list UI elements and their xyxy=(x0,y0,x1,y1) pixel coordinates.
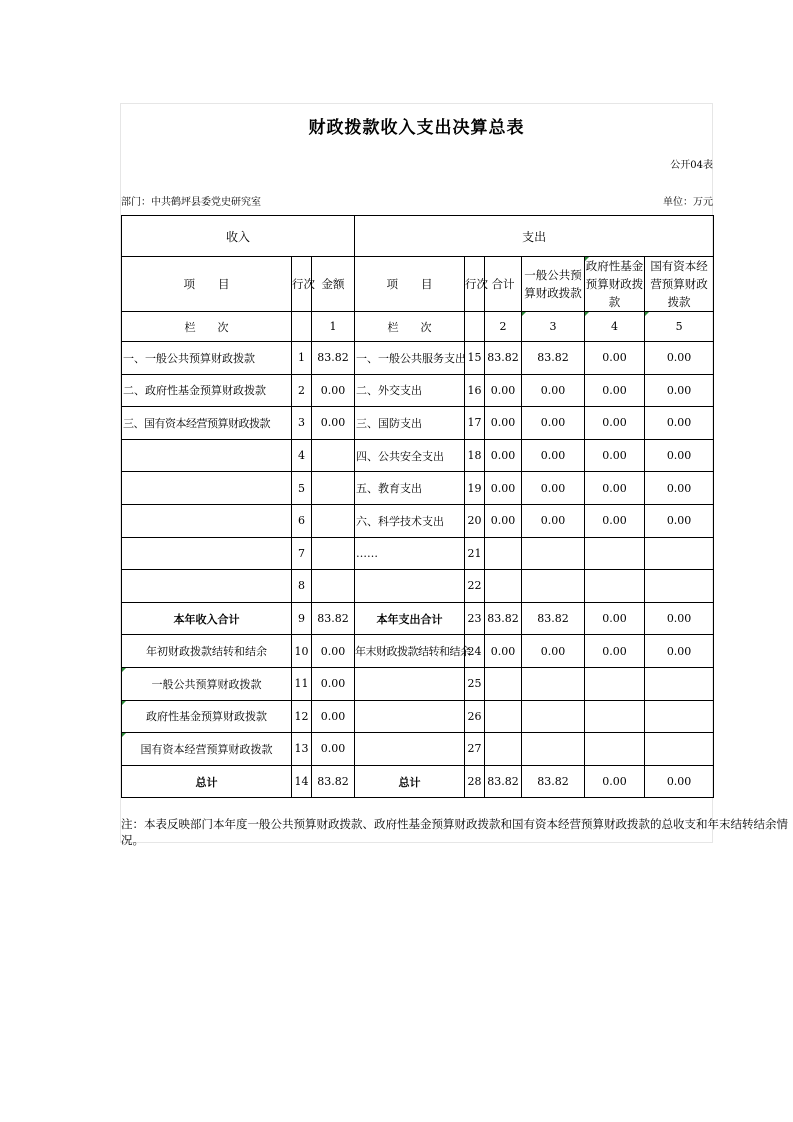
expense-item: 四、公共安全支出 xyxy=(355,439,465,472)
income-amount: 83.82 xyxy=(312,602,355,635)
income-row-no: 13 xyxy=(292,733,312,766)
header-gov-fund: 政府性基金预算财政拨款 xyxy=(585,257,645,312)
table-row xyxy=(122,733,714,766)
expense-total xyxy=(485,667,522,700)
expense-item xyxy=(355,733,465,766)
income-row-no: 7 xyxy=(292,537,312,570)
expense-gov-fund xyxy=(585,537,645,570)
expense-state-capital xyxy=(645,570,714,603)
expense-subtotal-label: 本年支出合计 xyxy=(355,602,465,635)
unit-label: 单位：万元 xyxy=(663,197,713,208)
department-label: 部门：中共鹤坪县委党史研究室 xyxy=(121,197,261,208)
header-row-no-expense: 行次 xyxy=(465,257,485,312)
expense-row-no: 19 xyxy=(465,472,485,505)
expense-item: 六、科学技术支出 xyxy=(355,504,465,537)
expense-general: 0.00 xyxy=(522,374,585,407)
expense-row-no: 16 xyxy=(465,374,485,407)
expense-gov-fund xyxy=(585,570,645,603)
income-amount xyxy=(312,472,355,505)
expense-gov-fund: 0.00 xyxy=(585,504,645,537)
income-row-no: 3 xyxy=(292,407,312,440)
income-item xyxy=(122,439,292,472)
income-item xyxy=(122,504,292,537)
expense-state-capital: 0.00 xyxy=(645,439,714,472)
expense-general xyxy=(522,667,585,700)
expense-total xyxy=(485,733,522,766)
header-general-budget: 一般公共预算财政拨款 xyxy=(522,257,585,312)
income-item: 年初财政拨款结转和结余 xyxy=(122,635,292,668)
expense-state-capital: 0.00 xyxy=(645,342,714,375)
expense-total: 0.00 xyxy=(485,407,522,440)
table-row xyxy=(122,342,714,375)
lanci-1: 1 xyxy=(312,312,355,342)
expense-gov-fund: 0.00 xyxy=(585,765,645,798)
lanci-blank xyxy=(292,312,312,342)
expense-gov-fund xyxy=(585,667,645,700)
expense-row-no: 21 xyxy=(465,537,485,570)
expense-general xyxy=(522,733,585,766)
income-grand-total-label: 总计 xyxy=(122,765,292,798)
expense-state-capital: 0.00 xyxy=(645,472,714,505)
income-amount: 0.00 xyxy=(312,374,355,407)
expense-total: 0.00 xyxy=(485,472,522,505)
table-row xyxy=(122,570,714,603)
expense-gov-fund: 0.00 xyxy=(585,472,645,505)
income-row-no: 9 xyxy=(292,602,312,635)
footnote: 注：本表反映部门本年度一般公共预算财政拨款、政府性基金预算财政拨款和国有资本经营预算财政拨款的总收支和年末结转结余情况。 xyxy=(121,817,788,847)
expense-total xyxy=(485,570,522,603)
income-item: 政府性基金预算财政拨款 xyxy=(122,700,292,733)
income-amount: 0.00 xyxy=(312,733,355,766)
expense-general xyxy=(522,570,585,603)
income-amount: 0.00 xyxy=(312,407,355,440)
expense-general: 0.00 xyxy=(522,407,585,440)
table-row xyxy=(122,667,714,700)
income-amount: 0.00 xyxy=(312,635,355,668)
table-row xyxy=(122,374,714,407)
expense-row-no: 23 xyxy=(465,602,485,635)
expense-total: 0.00 xyxy=(485,374,522,407)
expense-item: 五、教育支出 xyxy=(355,472,465,505)
table-row xyxy=(122,439,714,472)
income-item xyxy=(122,537,292,570)
income-item xyxy=(122,472,292,505)
expense-total: 83.82 xyxy=(485,602,522,635)
lanci-blank-expense xyxy=(465,312,485,342)
table-row xyxy=(122,635,714,668)
expense-row-no: 26 xyxy=(465,700,485,733)
form-number: 公开04表 xyxy=(670,160,713,171)
income-amount xyxy=(312,537,355,570)
expense-total xyxy=(485,537,522,570)
table-row xyxy=(122,472,714,505)
expense-item: 二、外交支出 xyxy=(355,374,465,407)
expense-row-no: 22 xyxy=(465,570,485,603)
expense-row-no: 28 xyxy=(465,765,485,798)
expense-general xyxy=(522,700,585,733)
income-amount: 0.00 xyxy=(312,700,355,733)
table-row xyxy=(122,537,714,570)
expense-item: 年末财政拨款结转和结余 xyxy=(355,635,465,668)
section-income: 收入 xyxy=(122,216,355,257)
income-row-no: 14 xyxy=(292,765,312,798)
table-row xyxy=(122,407,714,440)
income-row-no: 2 xyxy=(292,374,312,407)
expense-state-capital: 0.00 xyxy=(645,374,714,407)
income-row-no: 5 xyxy=(292,472,312,505)
expense-row-no: 25 xyxy=(465,667,485,700)
lanci-label-expense: 栏 次 xyxy=(355,312,465,342)
income-row-no: 1 xyxy=(292,342,312,375)
table-row xyxy=(122,504,714,537)
expense-general: 83.82 xyxy=(522,602,585,635)
expense-state-capital: 0.00 xyxy=(645,635,714,668)
expense-row-no: 24 xyxy=(465,635,485,668)
section-expense: 支出 xyxy=(355,216,714,257)
income-amount: 0.00 xyxy=(312,667,355,700)
income-row-no: 6 xyxy=(292,504,312,537)
expense-gov-fund xyxy=(585,733,645,766)
expense-item xyxy=(355,667,465,700)
expense-total xyxy=(485,700,522,733)
expense-gov-fund: 0.00 xyxy=(585,342,645,375)
table-row xyxy=(122,602,714,635)
expense-total: 83.82 xyxy=(485,342,522,375)
expense-row-no: 15 xyxy=(465,342,485,375)
expense-general: 83.82 xyxy=(522,342,585,375)
header-state-capital: 国有资本经营预算财政拨款 xyxy=(645,257,714,312)
expense-row-no: 27 xyxy=(465,733,485,766)
lanci-3: 3 xyxy=(522,312,585,342)
expense-gov-fund: 0.00 xyxy=(585,439,645,472)
income-item: 一、一般公共预算财政拨款 xyxy=(122,342,292,375)
expense-gov-fund: 0.00 xyxy=(585,407,645,440)
header-total: 合计 xyxy=(485,257,522,312)
income-amount xyxy=(312,439,355,472)
income-row-no: 10 xyxy=(292,635,312,668)
income-item: 国有资本经营预算财政拨款 xyxy=(122,733,292,766)
expense-item xyxy=(355,570,465,603)
income-amount xyxy=(312,504,355,537)
income-amount: 83.82 xyxy=(312,342,355,375)
lanci-4: 4 xyxy=(585,312,645,342)
expense-total: 0.00 xyxy=(485,635,522,668)
income-item: 三、国有资本经营预算财政拨款 xyxy=(122,407,292,440)
expense-state-capital xyxy=(645,733,714,766)
expense-gov-fund: 0.00 xyxy=(585,374,645,407)
expense-state-capital: 0.00 xyxy=(645,602,714,635)
expense-state-capital: 0.00 xyxy=(645,407,714,440)
income-amount xyxy=(312,570,355,603)
expense-state-capital: 0.00 xyxy=(645,765,714,798)
income-item xyxy=(122,570,292,603)
expense-state-capital xyxy=(645,667,714,700)
page-title: 财政拨款收入支出决算总表 xyxy=(308,118,525,138)
expense-item: 三、国防支出 xyxy=(355,407,465,440)
table-row xyxy=(122,765,714,798)
expense-item: 一、一般公共服务支出 xyxy=(355,342,465,375)
income-item: 一般公共预算财政拨款 xyxy=(122,667,292,700)
expense-item: …… xyxy=(355,537,465,570)
budget-table xyxy=(121,215,714,798)
income-row-no: 12 xyxy=(292,700,312,733)
lanci-5: 5 xyxy=(645,312,714,342)
lanci-label: 栏 次 xyxy=(122,312,292,342)
expense-total: 83.82 xyxy=(485,765,522,798)
income-row-no: 11 xyxy=(292,667,312,700)
table-row xyxy=(122,700,714,733)
expense-general xyxy=(522,537,585,570)
header-item-expense: 项 目 xyxy=(355,257,465,312)
header-item: 项 目 xyxy=(122,257,292,312)
expense-total: 0.00 xyxy=(485,439,522,472)
expense-general: 0.00 xyxy=(522,439,585,472)
header-amount: 金额 xyxy=(312,257,355,312)
expense-state-capital xyxy=(645,537,714,570)
expense-gov-fund xyxy=(585,700,645,733)
expense-row-no: 18 xyxy=(465,439,485,472)
expense-state-capital xyxy=(645,700,714,733)
expense-row-no: 17 xyxy=(465,407,485,440)
expense-grand-total-label: 总计 xyxy=(355,765,465,798)
header-row-no: 行次 xyxy=(292,257,312,312)
income-amount: 83.82 xyxy=(312,765,355,798)
income-item: 二、政府性基金预算财政拨款 xyxy=(122,374,292,407)
expense-general: 0.00 xyxy=(522,635,585,668)
income-subtotal-label: 本年收入合计 xyxy=(122,602,292,635)
expense-item xyxy=(355,700,465,733)
expense-general: 83.82 xyxy=(522,765,585,798)
income-row-no: 4 xyxy=(292,439,312,472)
expense-gov-fund: 0.00 xyxy=(585,602,645,635)
income-row-no: 8 xyxy=(292,570,312,603)
expense-row-no: 20 xyxy=(465,504,485,537)
expense-state-capital: 0.00 xyxy=(645,504,714,537)
expense-general: 0.00 xyxy=(522,472,585,505)
expense-general: 0.00 xyxy=(522,504,585,537)
lanci-2: 2 xyxy=(485,312,522,342)
expense-gov-fund: 0.00 xyxy=(585,635,645,668)
expense-total: 0.00 xyxy=(485,504,522,537)
